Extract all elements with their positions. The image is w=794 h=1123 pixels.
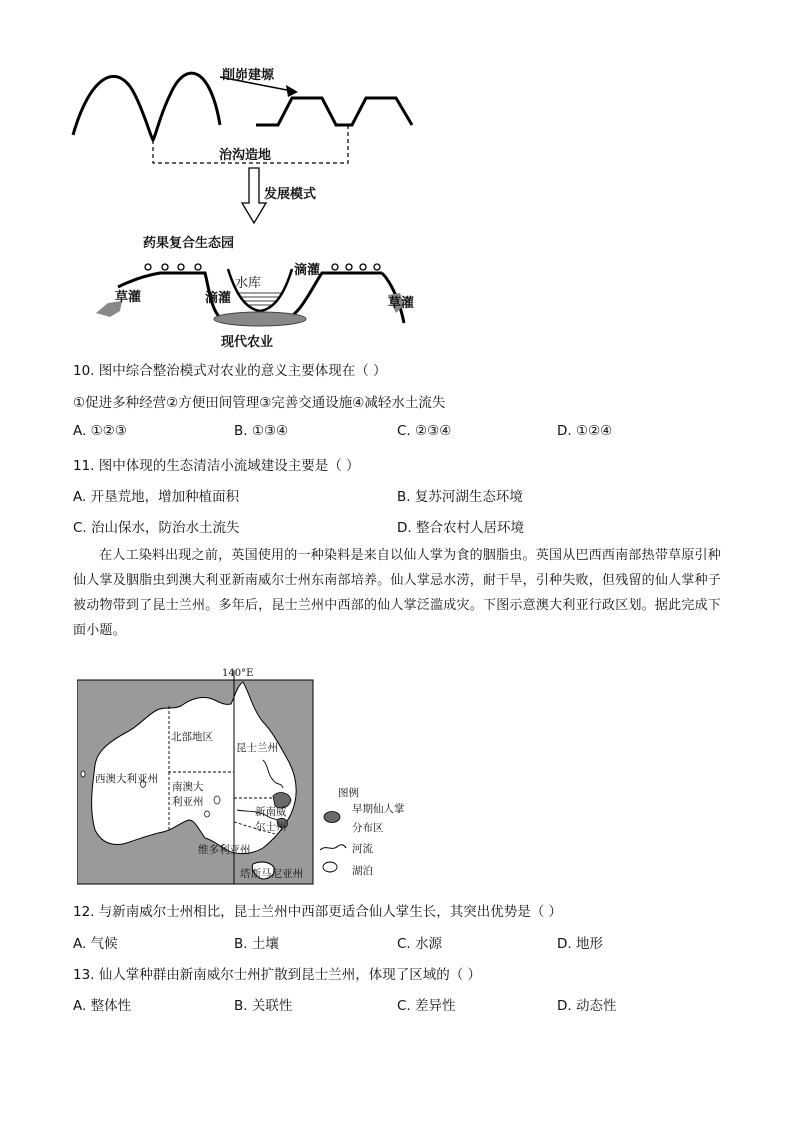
legend-title: 图例: [338, 787, 359, 799]
label-grass-left: 草灌: [115, 290, 142, 305]
q10-option-d[interactable]: D. ①②④: [557, 423, 613, 439]
q10-option-c[interactable]: C. ②③④: [397, 423, 452, 439]
q11-option-b[interactable]: B. 复苏河湖生态环境: [397, 489, 523, 505]
q12-option-a[interactable]: A. 气候: [73, 936, 118, 952]
legend-cactus-2: 分布区: [352, 822, 384, 834]
question-13-stem: 13. 仙人掌种群由新南威尔士州扩散到昆士兰州，体现了区域的（ ）: [73, 967, 482, 983]
label-modern-ag: 现代农业: [221, 335, 274, 350]
map-victoria: 维多利亚州: [198, 844, 251, 856]
label-reservoir: 水库: [235, 276, 262, 291]
legend-cactus-1: 早期仙人掌: [352, 803, 405, 815]
label-gully: 治沟造地: [219, 148, 272, 163]
farmland-ellipse: [214, 312, 306, 326]
q12-option-b[interactable]: B. 土壤: [234, 936, 279, 952]
q12-option-d[interactable]: D. 地形: [557, 936, 603, 952]
q12-option-c[interactable]: C. 水源: [397, 936, 443, 952]
question-10-extra: ①促进多种经营②方便田间管理③完善交通设施④减轻水土流失: [73, 395, 446, 411]
label-drip-right: 滴灌: [294, 263, 321, 278]
label-cut: 削峁建塬: [222, 68, 275, 83]
q11-option-a[interactable]: A. 开垦荒地，增加种植面积: [73, 489, 240, 505]
lake: [214, 796, 220, 804]
reading-passage: 在人工染料出现之前，英国使用的一种染料是来自以仙人掌为食的胭脂虫。英国从巴西西南部热带草原引种仙人掌及胭脂虫到澳大利亚新南威尔士州东南部培养。仙人掌忌水涝，耐干旱，引种失败，但残留的仙人掌种子被动物带到了昆士兰州。多年后，昆士兰州中西部的仙人掌泛滥成灾。下图示意澳大利亚行政区划。据此完成下面小题。: [73, 548, 721, 638]
lake: [205, 811, 210, 817]
label-grass-right: 草灌: [388, 296, 415, 311]
q13-option-c[interactable]: C. 差异性: [397, 998, 456, 1014]
landform-diagram: [60, 55, 440, 355]
map-western-australia: 西澳大利亚州: [95, 773, 158, 785]
q13-option-a[interactable]: A. 整体性: [73, 998, 132, 1014]
legend-river-icon: [318, 840, 348, 854]
terraced-ridges: [256, 98, 412, 125]
map-tasmania: 塔斯马尼亚州: [240, 868, 303, 880]
question-12-stem: 12. 与新南威尔士州相比，昆士兰州中西部更适合仙人掌生长，其突出优势是（ ）: [73, 904, 563, 920]
original-ridges: [73, 73, 220, 140]
label-drip-left: 滴灌: [205, 291, 232, 306]
label-mode: 发展模式: [264, 187, 317, 202]
map-north-territory: 北部地区: [171, 731, 213, 743]
legend-lake: 湖泊: [352, 865, 373, 877]
q10-option-b[interactable]: B. ①③④: [234, 423, 289, 439]
map-meridian-label: 140°E: [222, 668, 254, 679]
map-queensland: 昆士兰州: [236, 742, 278, 754]
q13-option-b[interactable]: B. 关联性: [234, 998, 293, 1014]
legend-lake-icon: [320, 860, 340, 874]
map-nsw-1: 新南威: [255, 806, 287, 818]
lake: [81, 771, 85, 777]
q10-option-a[interactable]: A. ①②③: [73, 423, 127, 439]
down-arrow-icon: [242, 168, 266, 223]
q11-option-c[interactable]: C. 治山保水，防治水土流失: [73, 520, 240, 536]
map-south-australia-1: 南澳大: [172, 781, 204, 793]
q11-option-d[interactable]: D. 整合农村人居环境: [397, 520, 524, 536]
legend-river: 河流: [352, 843, 373, 855]
legend-cactus-swatch-icon: [322, 810, 342, 824]
map-south-australia-2: 利亚州: [172, 796, 204, 808]
q13-option-d[interactable]: D. 动态性: [557, 998, 617, 1014]
map-nsw-2: 尔士州: [255, 821, 287, 833]
question-10-stem: 10. 图中综合整治模式对农业的意义主要体现在（ ）: [73, 363, 387, 379]
label-garden: 药果复合生态园: [143, 236, 235, 251]
question-11-stem: 11. 图中体现的生态清洁小流域建设主要是（ ）: [73, 458, 360, 474]
